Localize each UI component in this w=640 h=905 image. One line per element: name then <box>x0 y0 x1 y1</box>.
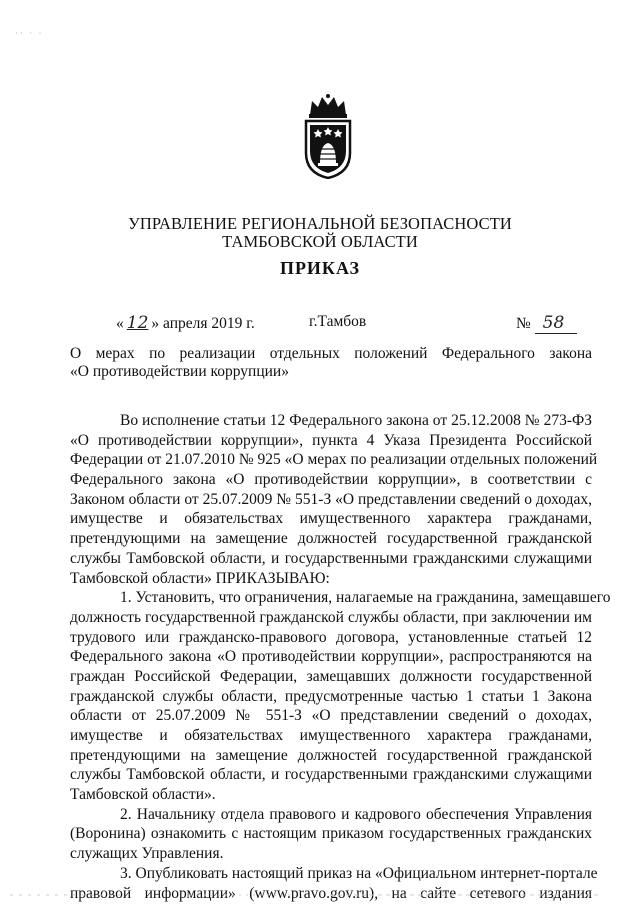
scan-artifact-bottom <box>0 892 640 898</box>
tambov-coat-of-arms-icon <box>298 93 358 179</box>
body-line: служащих Управления. <box>70 845 224 863</box>
body-line: гражданской службы области, предусмотренные частью 1 статьи 1 Закона <box>70 687 592 705</box>
organization-name-line-2: ТАМБОВСКОЙ ОБЛАСТИ <box>222 232 418 251</box>
body-line: «О противодействии коррупции», пункта 4 Указа Президента Российской <box>70 431 592 449</box>
body-line: Федерального закона «О противодействии коррупции», в соответствии с <box>70 471 592 489</box>
body-line: 1. Установить, что ограничения, налагаемые на гражданина, замещавшего <box>120 589 611 607</box>
body-line: Тамбовской области». <box>70 786 216 804</box>
body-line: 3. Опубликовать настоящий приказ на «Официальном интернет-портале <box>120 864 598 882</box>
body-line: службы Тамбовской области, и государственными гражданскими служащими <box>70 766 592 784</box>
body-line: Во исполнение статьи 12 Федерального закона от 25.12.2008 № 273-ФЗ <box>120 412 592 429</box>
date-day-handwritten: 12 <box>126 313 149 333</box>
order-number <box>516 313 577 334</box>
body-line: претендующими на замещение должностей государственной гражданской <box>70 746 592 764</box>
body-line: Тамбовской области» ПРИКАЗЫВАЮ: <box>70 569 330 587</box>
order-date <box>116 313 255 333</box>
body-line: правовой информации» (www.pravo.gov.ru), на сайте сетевого издания <box>70 884 592 902</box>
order-city: г.Тамбов <box>309 313 367 330</box>
body-line: области от 25.07.2009 № 551-З «О представлении сведений о доходах, <box>70 707 592 725</box>
body-line: трудового или гражданско-правового договора, установленные статьей 12 <box>70 628 592 646</box>
number-label: № <box>516 315 531 332</box>
subject-line: «О противодействии коррупции» <box>70 363 289 380</box>
organization-name-line-1: УПРАВЛЕНИЕ РЕГИОНАЛЬНОЙ БЕЗОПАСНОСТИ <box>128 214 512 233</box>
date-open-quote: « <box>116 315 124 332</box>
body-line: Федерального закона «О противодействии коррупции», распространяются на <box>70 648 592 666</box>
body-line: Законом области от 25.07.2009 № 551-З «О представлении сведений о доходах, <box>70 490 592 508</box>
document-title: ПРИКАЗ <box>279 258 361 278</box>
body-line: претендующими на замещение должностей государственной гражданской <box>70 530 592 548</box>
number-handwritten: 58 <box>535 313 577 334</box>
body-line: имуществе и обязательствах имущественного характера гражданами, <box>70 727 592 744</box>
order-body <box>70 411 611 903</box>
body-line: службы Тамбовской области, и государственными гражданскими служащими <box>70 549 592 567</box>
scan-artifact: ·· · · <box>15 28 44 38</box>
body-line: Федерации от 21.07.2010 № 925 «О мерах по реализации отдельных положений <box>70 451 598 469</box>
body-line: граждан Российской Федерации, замещавших должности государственной <box>70 667 592 685</box>
body-line: 2. Начальнику отдела правового и кадрового обеспечения Управления <box>120 805 592 823</box>
body-line: (Воронина) ознакомить с настоящим приказом государственных гражданских <box>70 825 592 843</box>
subject-line: О мерах по реализации отдельных положений Федерального закона <box>70 345 592 362</box>
order-subject <box>70 345 592 381</box>
body-line: имуществе и обязательствах имущественного характера гражданами, <box>70 510 592 528</box>
body-line: должность государственной гражданской службы области, при заключении им <box>70 608 592 626</box>
date-month-year: » апреля 2019 г. <box>151 315 255 332</box>
